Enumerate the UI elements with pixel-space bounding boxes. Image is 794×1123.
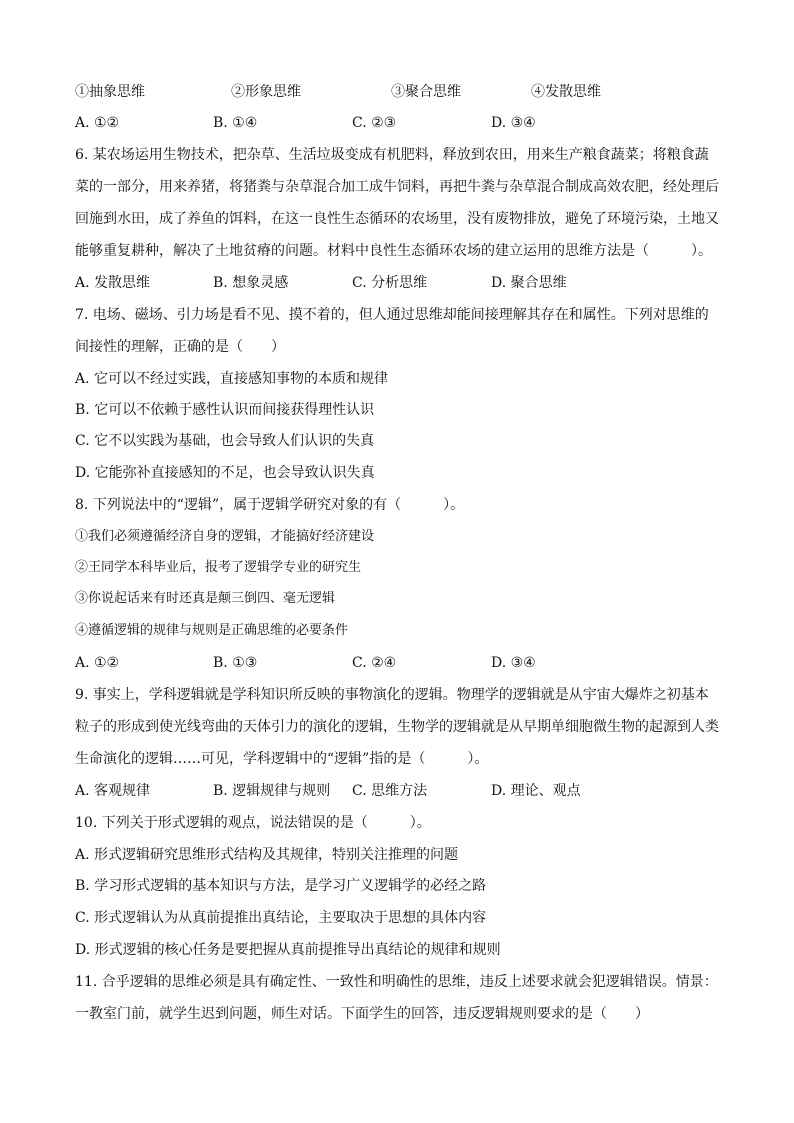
- q9-line-1: 9. 事实上，学科逻辑就是学科知识所反映的事物演化的逻辑。物理学的逻辑就是从宇宙大爆炸之初基本: [75, 687, 709, 703]
- q5-options: [75, 113, 725, 133]
- item-abstract-thinking: ①抽象思维: [75, 84, 145, 100]
- q7-line-1: 7. 电场、磁场、引力场是看不见、摸不着的，但人通过思维却能间接理解其存在和属性。下列对思维的: [75, 307, 709, 323]
- q5-option-b: B. ①④: [213, 115, 258, 131]
- q7-option-a: A. 它可以不经过实践，直接感知事物的本质和规律: [75, 371, 389, 387]
- q8-stem: 8. 下列说法中的“逻辑”，属于逻辑学研究对象的有（ ）。: [75, 497, 465, 513]
- q10-stem: 10. 下列关于形式逻辑的观点，说法错误的是（ ）。: [75, 815, 431, 831]
- q7-line-2: 间接性的理解，正确的是（ ）: [75, 339, 285, 355]
- q6-line-3: 回施到水田，成了养鱼的饵料，在这一良性生态循环的农场里，没有废物排放，避免了环境污染，土地又: [75, 211, 719, 227]
- q6-option-b: B. 想象灵感: [213, 275, 289, 291]
- q6-option-d: D. 聚合思维: [491, 275, 567, 291]
- q9-option-c: C. 思维方法: [352, 783, 428, 799]
- q10-option-c: C. 形式逻辑认为从真前提推出真结论，主要取决于思想的具体内容: [75, 910, 487, 926]
- q9-line-2: 粒子的形成到使光线弯曲的天体引力的演化的逻辑，生物学的逻辑就是从早期单细胞微生物的起源到人类: [75, 719, 719, 735]
- q7-option-b: B. 它可以不依赖于感性认识而间接获得理性认识: [75, 402, 375, 418]
- q6-option-c: C. 分析思维: [352, 275, 428, 291]
- q8-option-b: B. ①③: [213, 655, 258, 671]
- q5-option-d: D. ③④: [491, 115, 536, 131]
- q9-options: [75, 781, 725, 801]
- item-imagery-thinking: ②形象思维: [231, 84, 301, 100]
- top-items-row: [75, 82, 725, 102]
- q10-option-d: D. 形式逻辑的核心任务是要把握从真前提推导出真结论的规律和规则: [75, 942, 501, 958]
- q6-line-4: 能够重复耕种，解决了土地贫瘠的问题。材料中良性生态循环农场的建立运用的思维方法是（ ）。: [75, 243, 712, 259]
- q5-option-a: A. ①②: [75, 115, 120, 131]
- q11-line-1: 11. 合乎逻辑的思维必须是具有确定性、一致性和明确性的思维，违反上述要求就会犯逻辑错误。情景：: [75, 974, 718, 990]
- q9-option-a: A. 客观规律: [75, 783, 151, 799]
- q8-item-1: ①我们必须遵循经济自身的逻辑，才能搞好经济建设: [75, 529, 375, 544]
- q7-option-d: D. 它能弥补直接感知的不足，也会导致认识失真: [75, 465, 375, 481]
- q8-item-4: ④遵循逻辑的规律与规则是正确思维的必要条件: [75, 623, 349, 638]
- q8-options: [75, 653, 725, 673]
- q9-option-b: B. 逻辑规律与规则: [213, 783, 331, 799]
- q5-option-c: C. ②③: [352, 115, 397, 131]
- q6-line-2: 菜的一部分，用来养猪，将猪粪与杂草混合加工成牛饲料，再把牛粪与杂草混合制成高效农肥，经处理后: [75, 179, 719, 195]
- q8-item-3: ③你说起话来有时还真是颠三倒四、毫无逻辑: [75, 591, 336, 606]
- q6-line-1: 6. 某农场运用生物技术，把杂草、生活垃圾变成有机肥料，释放到农田，用来生产粮食蔬菜；将粮食蔬: [75, 147, 709, 163]
- q9-line-3: 生命演化的逻辑……可见，学科逻辑中的“逻辑”指的是（ ）。: [75, 751, 489, 767]
- q8-option-d: D. ③④: [491, 655, 536, 671]
- q6-option-a: A. 发散思维: [75, 275, 151, 291]
- q9-option-d: D. 理论、观点: [491, 783, 581, 799]
- item-convergent-thinking: ③聚合思维: [391, 84, 461, 100]
- q6-options: [75, 273, 725, 293]
- q8-item-2: ②王同学本科毕业后，报考了逻辑学专业的研究生: [75, 560, 362, 575]
- q8-option-a: A. ①②: [75, 655, 120, 671]
- q11-line-2: 一教室门前，就学生迟到问题，师生对话。下面学生的回答，违反逻辑规则要求的是（ ）: [75, 1006, 649, 1022]
- q7-option-c: C. 它不以实践为基础，也会导致人们认识的失真: [75, 433, 375, 449]
- q10-option-b: B. 学习形式逻辑的基本知识与方法，是学习广义逻辑学的必经之路: [75, 878, 487, 894]
- q10-option-a: A. 形式逻辑研究思维形式结构及其规律，特别关注推理的问题: [75, 847, 459, 863]
- item-divergent-thinking: ④发散思维: [531, 84, 601, 100]
- q8-option-c: C. ②④: [352, 655, 397, 671]
